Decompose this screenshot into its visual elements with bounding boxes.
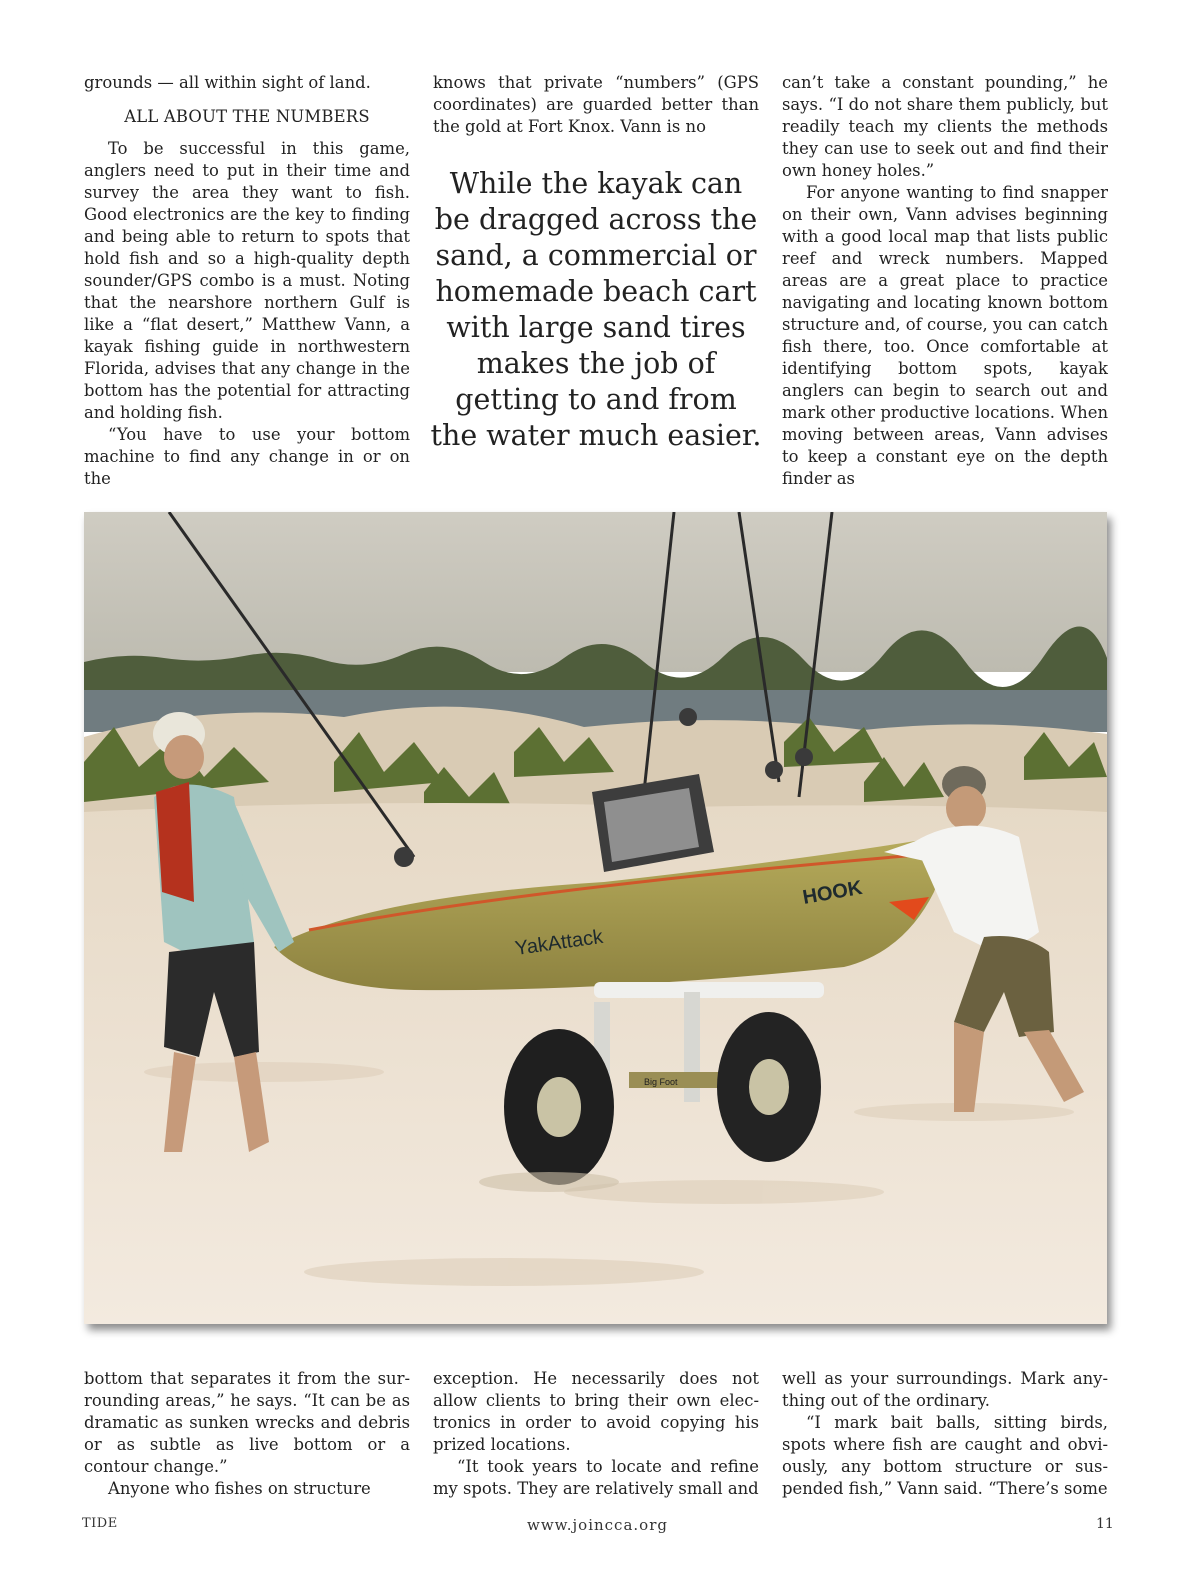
website-url: www.joincca.org — [527, 1516, 668, 1534]
paragraph: well as your surroundings. Mark anything out of the ordinary. — [782, 1369, 1108, 1410]
paragraph: exception. He necessarily does not allow clients to bring their own electronics in order to avoid copying his prized locations. — [433, 1369, 759, 1454]
cart-label: Big Foot — [644, 1077, 678, 1087]
magazine-name: TIDE — [82, 1516, 118, 1531]
article-column-6 — [782, 1368, 1108, 1500]
paragraph: knows that private “numbers” (GPS coordinates) are guarded better than the gold at Fort Knox. Vann is no — [433, 73, 759, 136]
paragraph: For anyone wanting to find snapper on their own, Vann advises beginning with a good local map that lists public reef and wreck numbers. Mapped areas are a great place to practice navigating and locating known bottom structure and, of course, you can catch fish there, too. Once comfortable at identifying bottom spots, kayak anglers can begin to search out and mark other productive locations. When moving between areas, Vann advises to keep a constant eye on the depth finder as — [782, 183, 1108, 488]
paragraph: “It took years to locate and refine my spots. They are relatively small and — [433, 1457, 759, 1498]
article-column-3 — [782, 72, 1108, 490]
section-heading: ALL ABOUT THE NUMBERS — [124, 107, 370, 126]
article-column-4 — [84, 1368, 410, 1500]
paragraph: Anyone who fishes on structure — [108, 1479, 371, 1498]
article-column-2 — [433, 72, 759, 138]
paragraph: bottom that separates it from the surrounding areas,” he says. “It can be as dramatic as sunken wrecks and debris or as subtle as live bottom or a contour change.” — [84, 1369, 410, 1476]
paragraph: grounds — all within sight of land. — [84, 73, 371, 92]
kayak-beach-cart-photo — [84, 512, 1107, 1324]
paragraph: “I mark bait balls, sitting birds, spots where fish are caught and obviously, any bottom structure or suspended fish,” Vann said. “There’s some — [782, 1413, 1108, 1498]
kayak-model-label: HOOK — [801, 876, 864, 909]
paragraph: “You have to use your bottom machine to find any change in or on the — [84, 425, 410, 488]
page-number: 11 — [1096, 1516, 1114, 1532]
pull-quote: While the kayak can be dragged across the sand, a commercial or homemade beach cart with large sand tires makes the job of getting to and from the water much easier. — [430, 167, 762, 452]
article-column-1 — [84, 72, 410, 490]
kayak-brand-label: YakAttack — [513, 925, 605, 960]
article-column-5 — [433, 1368, 759, 1500]
photo-illustration — [84, 512, 1107, 1324]
paragraph: can’t take a constant pounding,” he says. “I do not share them publicly, but readily teach my clients the methods they can use to seek out and find their own honey holes.” — [782, 73, 1108, 180]
paragraph: To be successful in this game, anglers need to put in their time and survey the area they want to fish. Good electronics are the key to finding and being able to return to spots that hold fish and so a high-quality depth sounder/GPS combo is a must. Noting that the nearshore northern Gulf is like a “flat desert,” Matthew Vann, a kayak fishing guide in northwestern Florida, advises that any change in the bottom has the potential for attracting and holding fish. — [84, 139, 410, 422]
